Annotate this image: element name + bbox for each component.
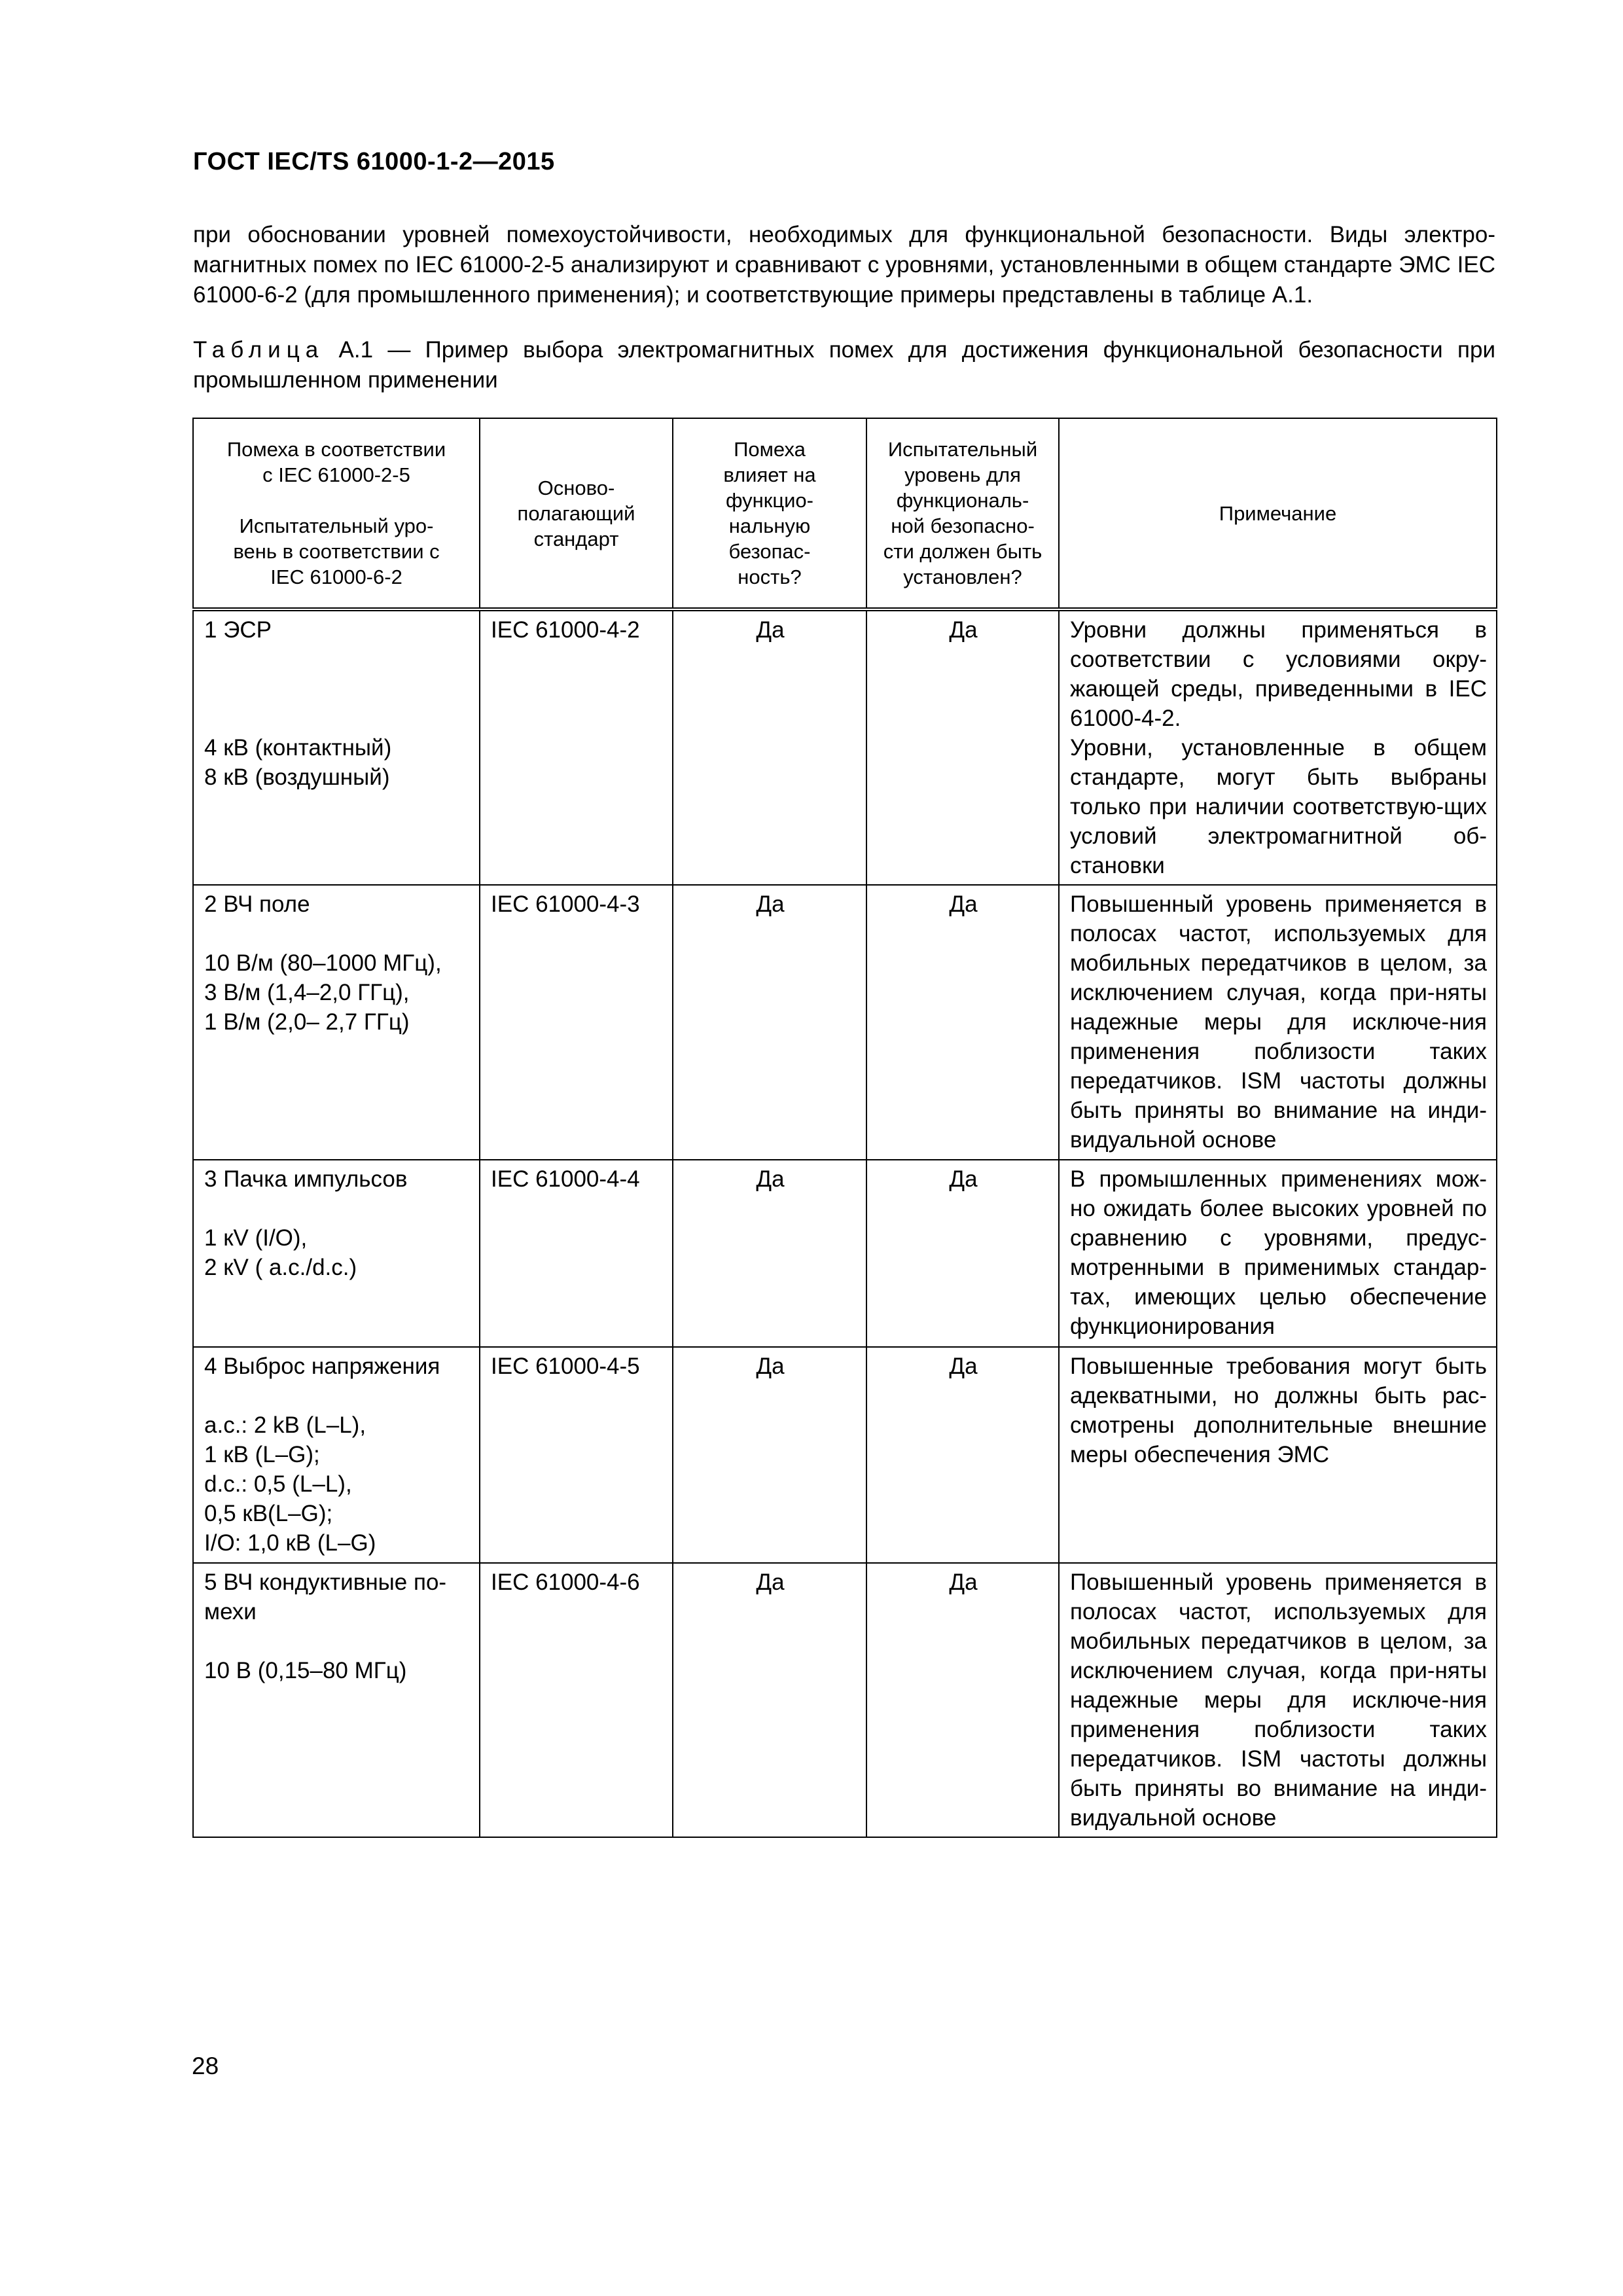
cell-note: Повышенный уровень применяется в полосах частот, используемых для мобильных передатчиков в целом, за исключением случая, когда при-няты надежные меры для исключе-ния применения поблизости таких передатчиков. ISM частоты должны быть приняты во внимание на инди-видуальной основе bbox=[1059, 885, 1497, 1160]
cell-note: Повышенные требования могут быть адекватными, но должны быть рас-смотрены дополнительные внешние меры обеспечения ЭМС bbox=[1059, 1347, 1497, 1563]
table-row bbox=[193, 609, 1497, 885]
cell-affects: Да bbox=[673, 1563, 866, 1837]
table-row bbox=[193, 1347, 1497, 1563]
table-header-row bbox=[193, 418, 1497, 609]
cell-affects: Да bbox=[673, 885, 866, 1160]
table-caption bbox=[193, 335, 1495, 395]
table-row bbox=[193, 885, 1497, 1160]
table-caption-text: А.1 — Пример выбора электромагнитных помех для достижения функциональной безопасности при промышленном применении bbox=[193, 337, 1495, 393]
cell-affects: Да bbox=[673, 1160, 866, 1347]
cell-affects: Да bbox=[673, 1347, 866, 1563]
cell-standard: IEC 61000-4-5 bbox=[480, 1347, 673, 1563]
header-affects-safety: Помеха влияет на функцио- нальную безопас- ность? bbox=[673, 418, 866, 609]
cell-note: Уровни должны применяться в соответствии с условиями окру-жающей среды, приведенными в IEC 61000-4-2. Уровни, установленные в общем стандарте, могут быть выбраны только при наличии соответствую-щих условий электромагнитной об-становки bbox=[1059, 609, 1497, 885]
header-disturbance: Помеха в соответствии с IEC 61000-2-5 Испытательный уро- вень в соответствии с IEC 61000-6-2 bbox=[193, 418, 480, 609]
cell-disturbance: 3 Пачка импульсов 1 кV (I/O), 2 кV ( а.с./d.с.) bbox=[193, 1160, 480, 1347]
header-level-required: Испытательный уровень для функциональ- ной безопасно- сти должен быть установлен? bbox=[866, 418, 1059, 609]
header-basic-standard: Осново- полагающий стандарт bbox=[480, 418, 673, 609]
cell-disturbance: 1 ЭСР 4 кВ (контактный) 8 кВ (воздушный) bbox=[193, 609, 480, 885]
interference-table bbox=[192, 418, 1497, 1838]
table-row bbox=[193, 1160, 1497, 1347]
cell-standard: IEC 61000-4-3 bbox=[480, 885, 673, 1160]
page-number: 28 bbox=[192, 2053, 219, 2079]
cell-level-required: Да bbox=[866, 609, 1059, 885]
cell-disturbance: 2 ВЧ поле 10 В/м (80–1000 МГц), 3 В/м (1,4–2,0 ГГц), 1 В/м (2,0– 2,7 ГГц) bbox=[193, 885, 480, 1160]
intro-paragraph: при обосновании уровней помехоустойчивости, необходимых для функциональной безопасности. Виды электро-магнитных помех по IEC 61000-2-5 анализируют и сравнивают с уровнями, установленными в общем стандарте ЭМС IEC 61000-6-2 (для промышленного применения); и соответствующие примеры представлены в таблице А.1. bbox=[193, 222, 1495, 308]
cell-level-required: Да bbox=[866, 1563, 1059, 1837]
document-title: ГОСТ IEC/TS 61000-1-2—2015 bbox=[193, 148, 555, 175]
cell-affects: Да bbox=[673, 609, 866, 885]
table-caption-label: Таблица bbox=[193, 337, 325, 363]
cell-note: Повышенный уровень применяется в полосах частот, используемых для мобильных передатчиков в целом, за исключением случая, когда при-няты надежные меры для исключе-ния применения поблизости таких передатчиков. ISM частоты должны быть приняты во внимание на инди-видуальной основе bbox=[1059, 1563, 1497, 1837]
cell-standard: IEC 61000-4-4 bbox=[480, 1160, 673, 1347]
cell-note: В промышленных применениях мож-но ожидать более высоких уровней по сравнению с уровнями, предус-мотренными в применимых стандар-тах, имеющих целью обеспечение функционирования bbox=[1059, 1160, 1497, 1347]
cell-standard: IEC 61000-4-2 bbox=[480, 609, 673, 885]
cell-level-required: Да bbox=[866, 1160, 1059, 1347]
cell-standard: IEC 61000-4-6 bbox=[480, 1563, 673, 1837]
header-note: Примечание bbox=[1059, 418, 1497, 609]
table-row bbox=[193, 1563, 1497, 1837]
cell-level-required: Да bbox=[866, 1347, 1059, 1563]
cell-disturbance: 5 ВЧ кондуктивные по- мехи 10 В (0,15–80 МГц) bbox=[193, 1563, 480, 1837]
cell-disturbance: 4 Выброс напряжения а.с.: 2 kВ (L–L), 1 кВ (L–G); d.с.: 0,5 (L–L), 0,5 кВ(L–G); I/O: 1,0 кВ (L–G) bbox=[193, 1347, 480, 1563]
cell-level-required: Да bbox=[866, 885, 1059, 1160]
